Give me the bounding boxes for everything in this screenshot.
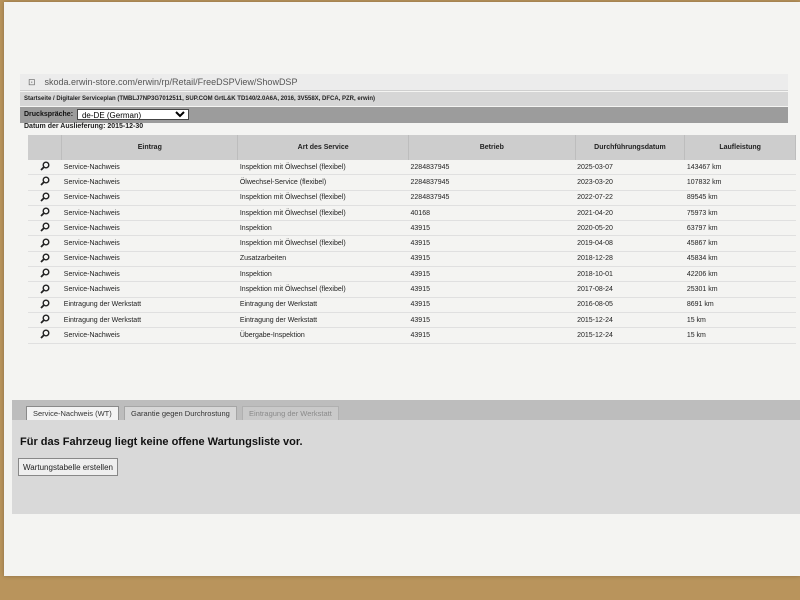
cell-mileage: 25301 km: [685, 282, 796, 297]
url-text: skoda.erwin-store.com/erwin/rp/Retail/FreeDSPView/ShowDSP: [44, 77, 298, 87]
cell-mileage: 8691 km: [685, 297, 796, 312]
cell-entry: Service-Nachweis: [62, 236, 238, 251]
cell-entry: Service-Nachweis: [62, 190, 238, 205]
printed-page: [4, 2, 800, 576]
table-row: [28, 190, 796, 205]
cell-service-type: Inspektion mit Ölwechsel (flexibel): [238, 236, 409, 251]
row-details-cell: [28, 297, 62, 312]
cell-operator: 43915: [409, 236, 576, 251]
tab-service-nachweis[interactable]: Service-Nachweis (WT): [26, 406, 119, 420]
cell-date: 2020-05-20: [575, 221, 685, 236]
table-row: [28, 297, 796, 312]
no-maintenance-message: Für das Fahrzeug liegt keine offene Wartungsliste vor.: [20, 436, 303, 448]
cell-service-type: Inspektion mit Ölwechsel (flexibel): [238, 205, 409, 220]
row-details-cell: [28, 205, 62, 220]
breadcrumb: Startseite / Digitaler Serviceplan (TMBLJ7NP3G7012511, SUP.COM GrtL&K TD140/2.0A6A, 2016, 3V558X, DFCA, PZR, erwin): [20, 92, 788, 106]
cell-date: 2015-12-24: [575, 312, 685, 327]
table-row: [28, 312, 796, 327]
cell-operator: 40168: [409, 205, 576, 220]
cell-service-type: Ölwechsel-Service (flexibel): [238, 175, 409, 190]
print-language-label: Druckspräche:: [24, 111, 74, 118]
table-row: [28, 160, 796, 175]
cell-operator: 43915: [409, 297, 576, 312]
cell-service-type: Zusatzarbeiten: [238, 251, 409, 266]
row-details-cell: [28, 190, 62, 205]
header-icon-column: [28, 135, 62, 160]
cell-operator: 2284837945: [409, 190, 576, 205]
cell-mileage: 15 km: [685, 328, 796, 343]
cell-operator: 43915: [409, 251, 576, 266]
cell-service-type: Eintragung der Werkstatt: [238, 312, 409, 327]
cell-date: 2018-10-01: [575, 267, 685, 282]
tab-bar: [12, 400, 800, 420]
cell-date: 2021-04-20: [575, 205, 685, 220]
cell-entry: Service-Nachweis: [62, 267, 238, 282]
cell-entry: Service-Nachweis: [62, 328, 238, 343]
cell-operator: 43915: [409, 328, 576, 343]
magnifier-icon[interactable]: [40, 238, 50, 248]
cell-date: 2017-08-24: [575, 282, 685, 297]
cell-date: 2023-03-20: [575, 175, 685, 190]
cell-mileage: 15 km: [685, 312, 796, 327]
magnifier-icon[interactable]: [40, 268, 50, 278]
cell-operator: 43915: [409, 312, 576, 327]
create-maintenance-table-button[interactable]: Wartungstabelle erstellen: [18, 458, 118, 476]
table-row: [28, 175, 796, 190]
magnifier-icon[interactable]: [40, 222, 50, 232]
magnifier-icon[interactable]: [40, 329, 50, 339]
cell-operator: 43915: [409, 221, 576, 236]
cell-mileage: 143467 km: [685, 160, 796, 175]
magnifier-icon[interactable]: [40, 284, 50, 294]
cell-entry: Service-Nachweis: [62, 282, 238, 297]
magnifier-icon[interactable]: [40, 253, 50, 263]
table-header-row: [28, 135, 796, 160]
row-details-cell: [28, 221, 62, 236]
cell-entry: Service-Nachweis: [62, 221, 238, 236]
row-details-cell: [28, 282, 62, 297]
magnifier-icon[interactable]: [40, 314, 50, 324]
site-icon: ⊡: [28, 77, 36, 87]
address-bar[interactable]: [20, 74, 788, 91]
table-row: [28, 251, 796, 266]
cell-service-type: Inspektion: [238, 221, 409, 236]
cell-mileage: 45834 km: [685, 251, 796, 266]
cell-operator: 43915: [409, 267, 576, 282]
row-details-cell: [28, 160, 62, 175]
header-service-type: Art des Service: [238, 135, 409, 160]
service-history-table: [28, 135, 796, 344]
cell-mileage: 107832 km: [685, 175, 796, 190]
table-row: [28, 236, 796, 251]
row-details-cell: [28, 267, 62, 282]
cell-mileage: 42206 km: [685, 267, 796, 282]
table-row: [28, 328, 796, 343]
cell-service-type: Inspektion mit Ölwechsel (flexibel): [238, 160, 409, 175]
cell-mileage: 75973 km: [685, 205, 796, 220]
table-row: [28, 282, 796, 297]
cell-operator: 2284837945: [409, 160, 576, 175]
magnifier-icon[interactable]: [40, 299, 50, 309]
cell-operator: 2284837945: [409, 175, 576, 190]
magnifier-icon[interactable]: [40, 192, 50, 202]
cell-mileage: 89545 km: [685, 190, 796, 205]
magnifier-icon[interactable]: [40, 176, 50, 186]
table-row: [28, 221, 796, 236]
cell-entry: Eintragung der Werkstatt: [62, 312, 238, 327]
cell-entry: Service-Nachweis: [62, 175, 238, 190]
print-language-row: [20, 107, 788, 123]
cell-date: 2025-03-07: [575, 160, 685, 175]
header-operator: Betrieb: [409, 135, 576, 160]
magnifier-icon[interactable]: [40, 207, 50, 217]
cell-entry: Service-Nachweis: [62, 251, 238, 266]
cell-date: 2022-07-22: [575, 190, 685, 205]
cell-service-type: Eintragung der Werkstatt: [238, 297, 409, 312]
tab-panel: [12, 420, 800, 514]
row-details-cell: [28, 251, 62, 266]
magnifier-icon[interactable]: [40, 161, 50, 171]
cell-date: 2019-04-08: [575, 236, 685, 251]
cell-service-type: Inspektion: [238, 267, 409, 282]
row-details-cell: [28, 175, 62, 190]
row-details-cell: [28, 236, 62, 251]
cell-date: 2016-08-05: [575, 297, 685, 312]
cell-mileage: 63797 km: [685, 221, 796, 236]
header-date: Durchführungsdatum: [575, 135, 685, 160]
cell-service-type: Inspektion mit Ölwechsel (flexibel): [238, 282, 409, 297]
table-row: [28, 267, 796, 282]
header-entry: Eintrag: [62, 135, 238, 160]
print-language-select[interactable]: [77, 109, 189, 120]
cell-mileage: 45867 km: [685, 236, 796, 251]
cell-date: 2015-12-24: [575, 328, 685, 343]
tab-eintragung-werkstatt[interactable]: Eintragung der Werkstatt: [242, 406, 339, 420]
header-mileage: Laufleistung: [685, 135, 796, 160]
cell-entry: Eintragung der Werkstatt: [62, 297, 238, 312]
cell-date: 2018-12-28: [575, 251, 685, 266]
cell-entry: Service-Nachweis: [62, 205, 238, 220]
cell-service-type: Inspektion mit Ölwechsel (flexibel): [238, 190, 409, 205]
tab-garantie-durchrostung[interactable]: Garantie gegen Durchrostung: [124, 406, 237, 420]
row-details-cell: [28, 328, 62, 343]
cell-operator: 43915: [409, 282, 576, 297]
row-details-cell: [28, 312, 62, 327]
cell-service-type: Übergabe-Inspektion: [238, 328, 409, 343]
table-row: [28, 205, 796, 220]
cell-entry: Service-Nachweis: [62, 160, 238, 175]
delivery-date: Datum der Auslieferung: 2015-12-30: [24, 123, 144, 130]
